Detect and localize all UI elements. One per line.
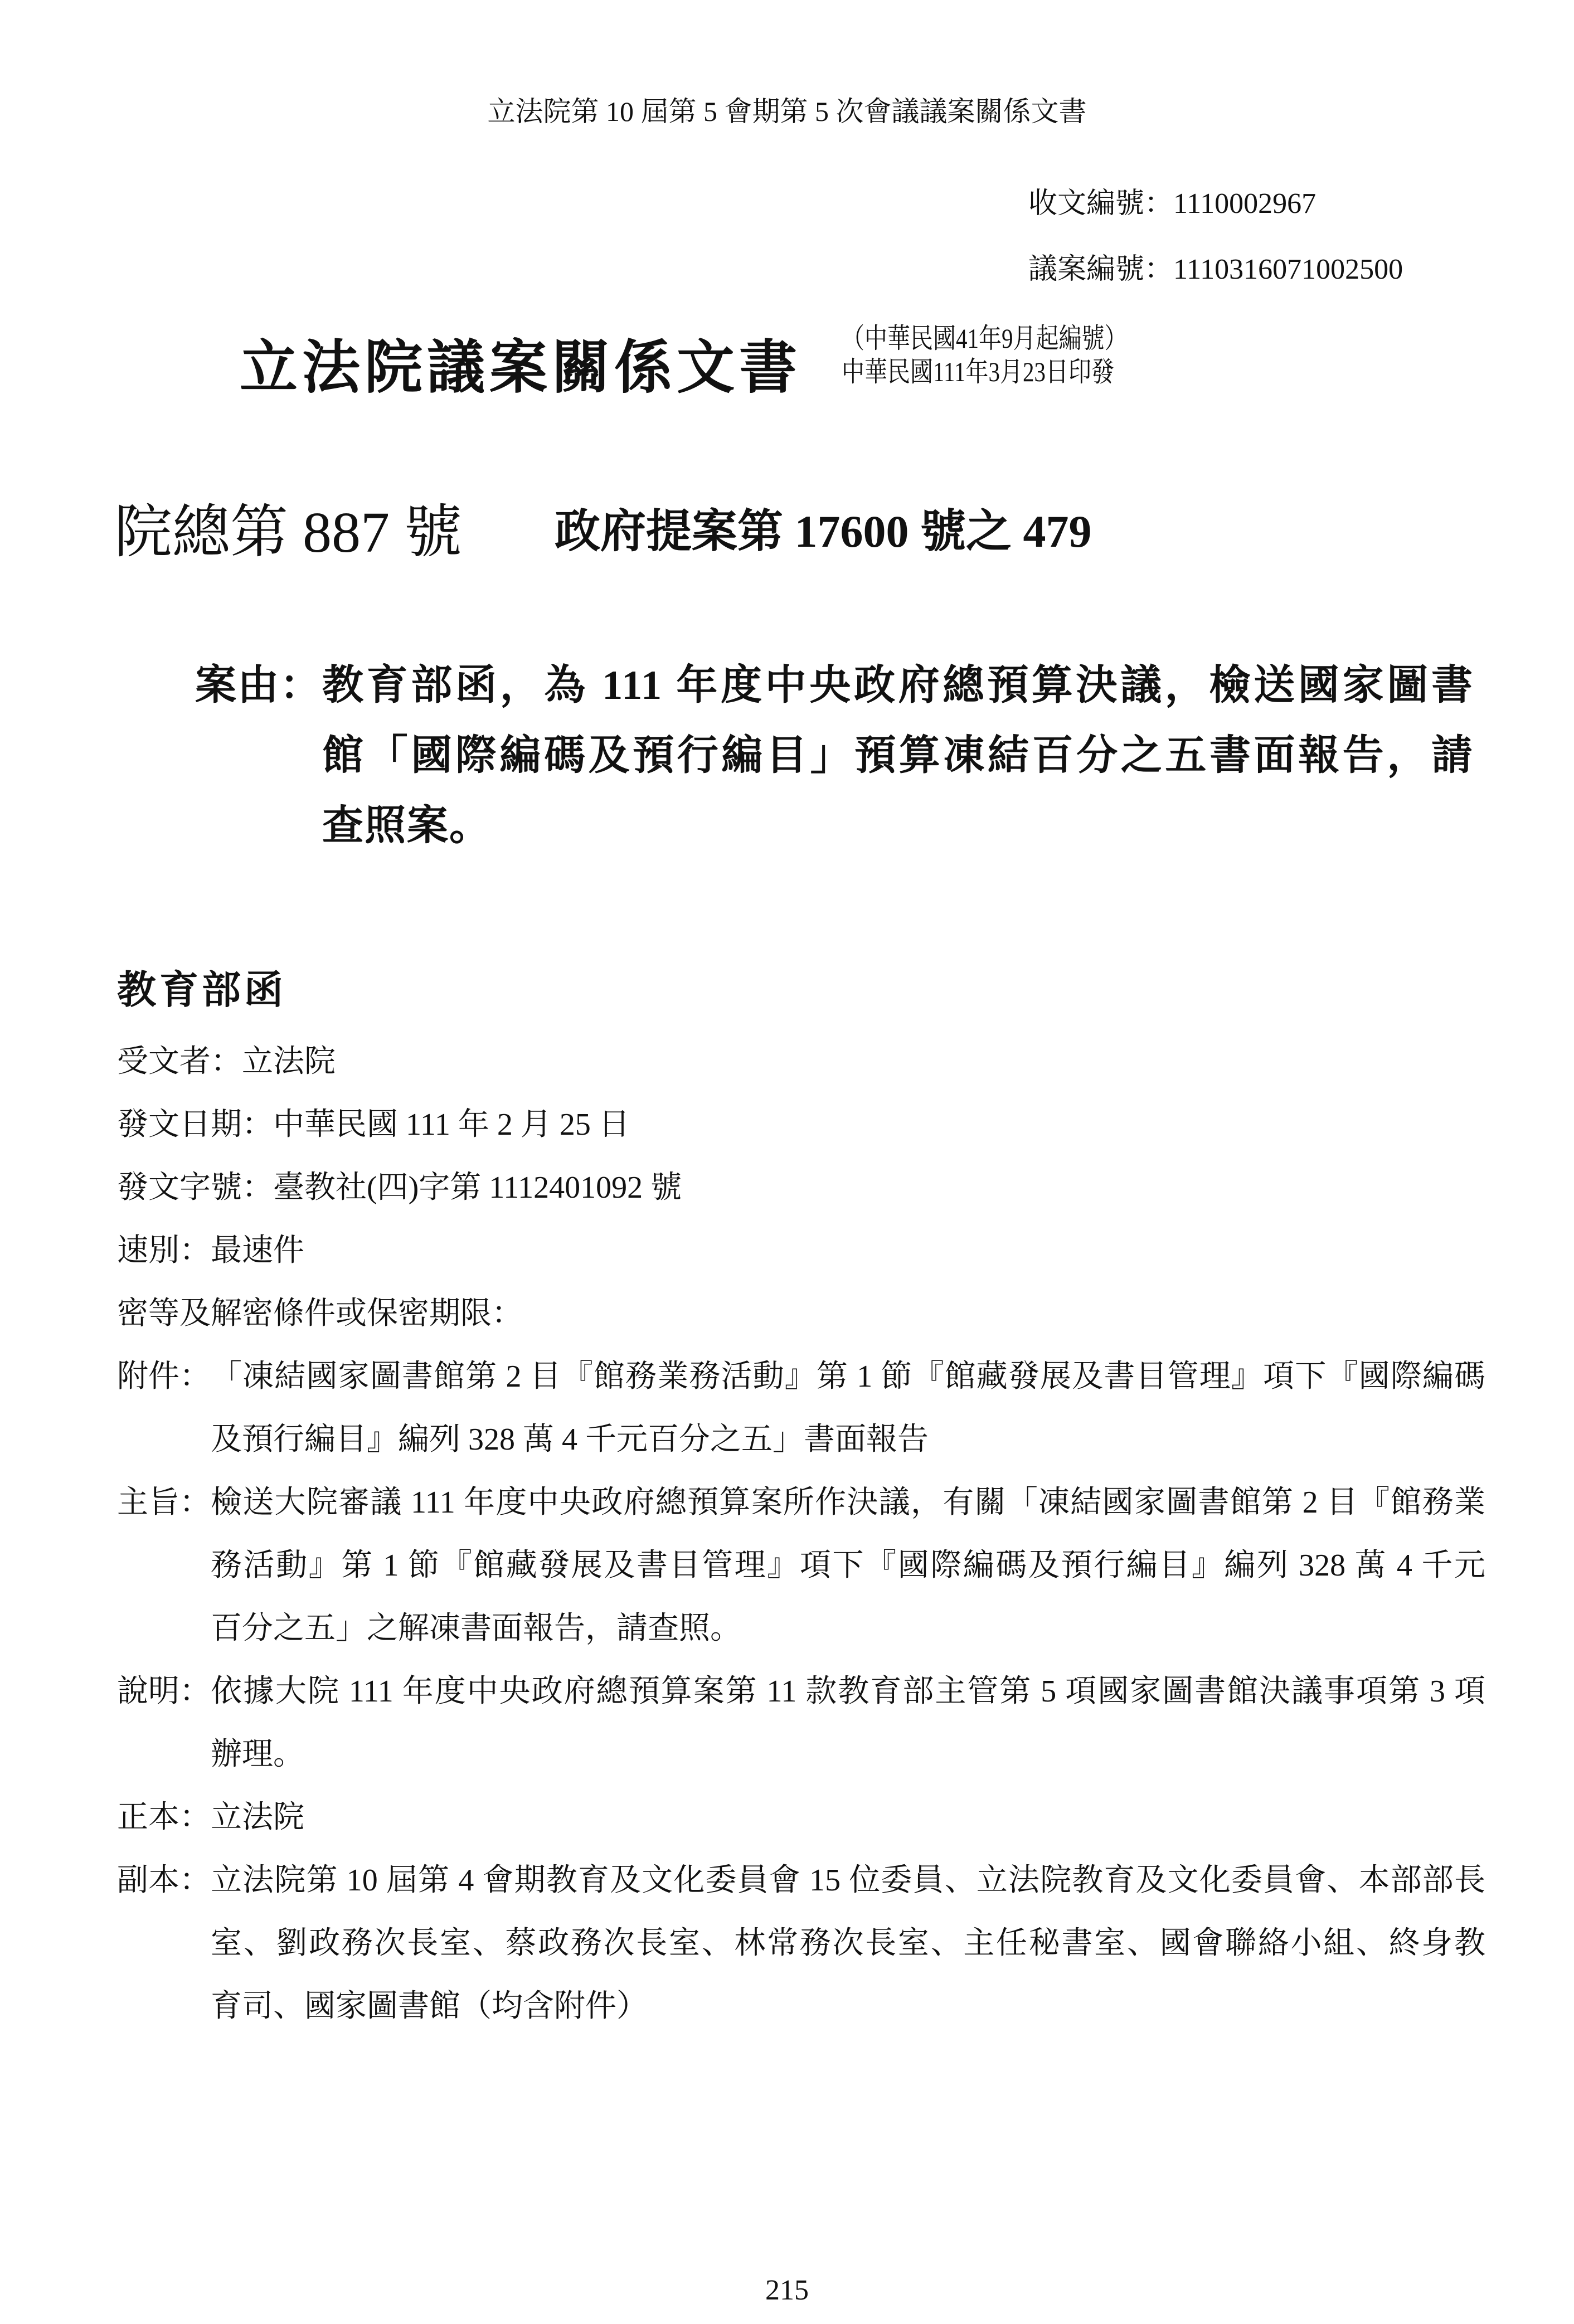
field-row	[117, 1105, 1485, 1168]
field-line: 中華民國 111 年 2 月 25 日	[273, 1107, 630, 1142]
numbering-note: （中華民國41年9月起編號）	[842, 323, 1128, 354]
field-value	[211, 1231, 1485, 1294]
field-line: 最速件	[211, 1233, 304, 1268]
field-line: 依據大院 111 年度中央政府總預算案第 11 款教育部主管第 5 項國家圖書館決議事項第 3 項	[211, 1674, 1485, 1709]
main-number: 院總第 887 號	[114, 500, 463, 565]
field-row	[117, 1231, 1485, 1294]
field-label: 附件：	[117, 1359, 211, 1394]
field-line: 立法院	[242, 1044, 336, 1079]
reason-text	[322, 652, 1474, 863]
field-label: 說明：	[117, 1674, 211, 1709]
field-value	[211, 1483, 1485, 1672]
field-line: 立法院	[211, 1800, 304, 1835]
field-row	[117, 1861, 1485, 2050]
sender-heading: 教育部函	[117, 969, 286, 1012]
field-line: 檢送大院審議 111 年度中央政府總預算案所作決議，有關「凍結國家圖書館第 2 目『館務業	[211, 1485, 1485, 1520]
field-line: 室、劉政務次長室、蔡政務次長室、林常務次長室、主任秘書室、國會聯絡小組、終身教	[211, 1926, 1485, 1961]
field-value	[523, 1294, 1485, 1357]
field-row	[117, 1042, 1485, 1105]
field-line: 及預行編目』編列 328 萬 4 千元百分之五」書面報告	[211, 1422, 929, 1457]
field-value	[273, 1105, 1485, 1168]
reason-line: 館「國際編碼及預行編目」預算凍結百分之五書面報告，請	[322, 733, 1474, 779]
reason-line: 教育部函，為 111 年度中央政府總預算決議，檢送國家圖書	[322, 663, 1474, 708]
field-label: 發文字號：	[117, 1170, 273, 1205]
field-line: 育司、國家圖書館（均含附件）	[211, 1989, 648, 2024]
government-proposal-number: 政府提案第 17600 號之 479	[555, 506, 1092, 557]
field-value	[211, 1798, 1485, 1861]
field-line	[523, 1294, 1485, 1357]
field-value	[273, 1168, 1485, 1231]
field-row	[117, 1798, 1485, 1861]
field-label: 正本：	[117, 1800, 211, 1835]
field-row	[117, 1483, 1485, 1672]
field-row	[117, 1357, 1485, 1483]
field-value	[211, 1357, 1485, 1483]
field-row	[117, 1168, 1485, 1231]
field-row	[117, 1672, 1485, 1798]
field-line: 百分之五」之解凍書面報告，請查照。	[211, 1611, 741, 1646]
field-value	[242, 1042, 1485, 1105]
print-date: 中華民國111年3月23日印發	[842, 356, 1114, 387]
field-value	[211, 1672, 1485, 1798]
field-line: 辦理。	[211, 1737, 304, 1772]
field-label: 副本：	[117, 1863, 211, 1898]
bill-number: 議案編號：1110316071002500	[1028, 254, 1403, 285]
field-line: 「凍結國家圖書館第 2 目『館務業務活動』第 1 節『館藏發展及書目管理』項下『國際編碼	[211, 1359, 1485, 1394]
field-line: 立法院第 10 屆第 4 會期教育及文化委員會 15 位委員、立法院教育及文化委員會、本部部長	[211, 1863, 1485, 1898]
field-label: 速別：	[117, 1233, 211, 1268]
letter-fields	[117, 1042, 1485, 2050]
receipt-number: 收文編號：1110002967	[1028, 188, 1316, 220]
field-label: 密等及解密條件或保密期限：	[117, 1296, 523, 1331]
running-header: 立法院第 10 屆第 5 會期第 5 次會議議案關係文書	[487, 96, 1087, 127]
field-label: 發文日期：	[117, 1107, 273, 1142]
field-value	[211, 1861, 1485, 2050]
field-line: 臺教社(四)字第 1112401092 號	[273, 1170, 682, 1205]
field-row	[117, 1294, 1485, 1357]
page-number: 215	[765, 2274, 809, 2306]
field-label: 主旨：	[117, 1485, 211, 1520]
reason-line: 查照案。	[322, 803, 492, 849]
field-label: 受文者：	[117, 1044, 242, 1079]
field-line: 務活動』第 1 節『館藏發展及書目管理』項下『國際編碼及預行編目』編列 328 萬 4 千元	[211, 1548, 1485, 1583]
document-title: 立法院議案關係文書	[240, 336, 802, 400]
reason-label: 案由：	[195, 663, 322, 708]
